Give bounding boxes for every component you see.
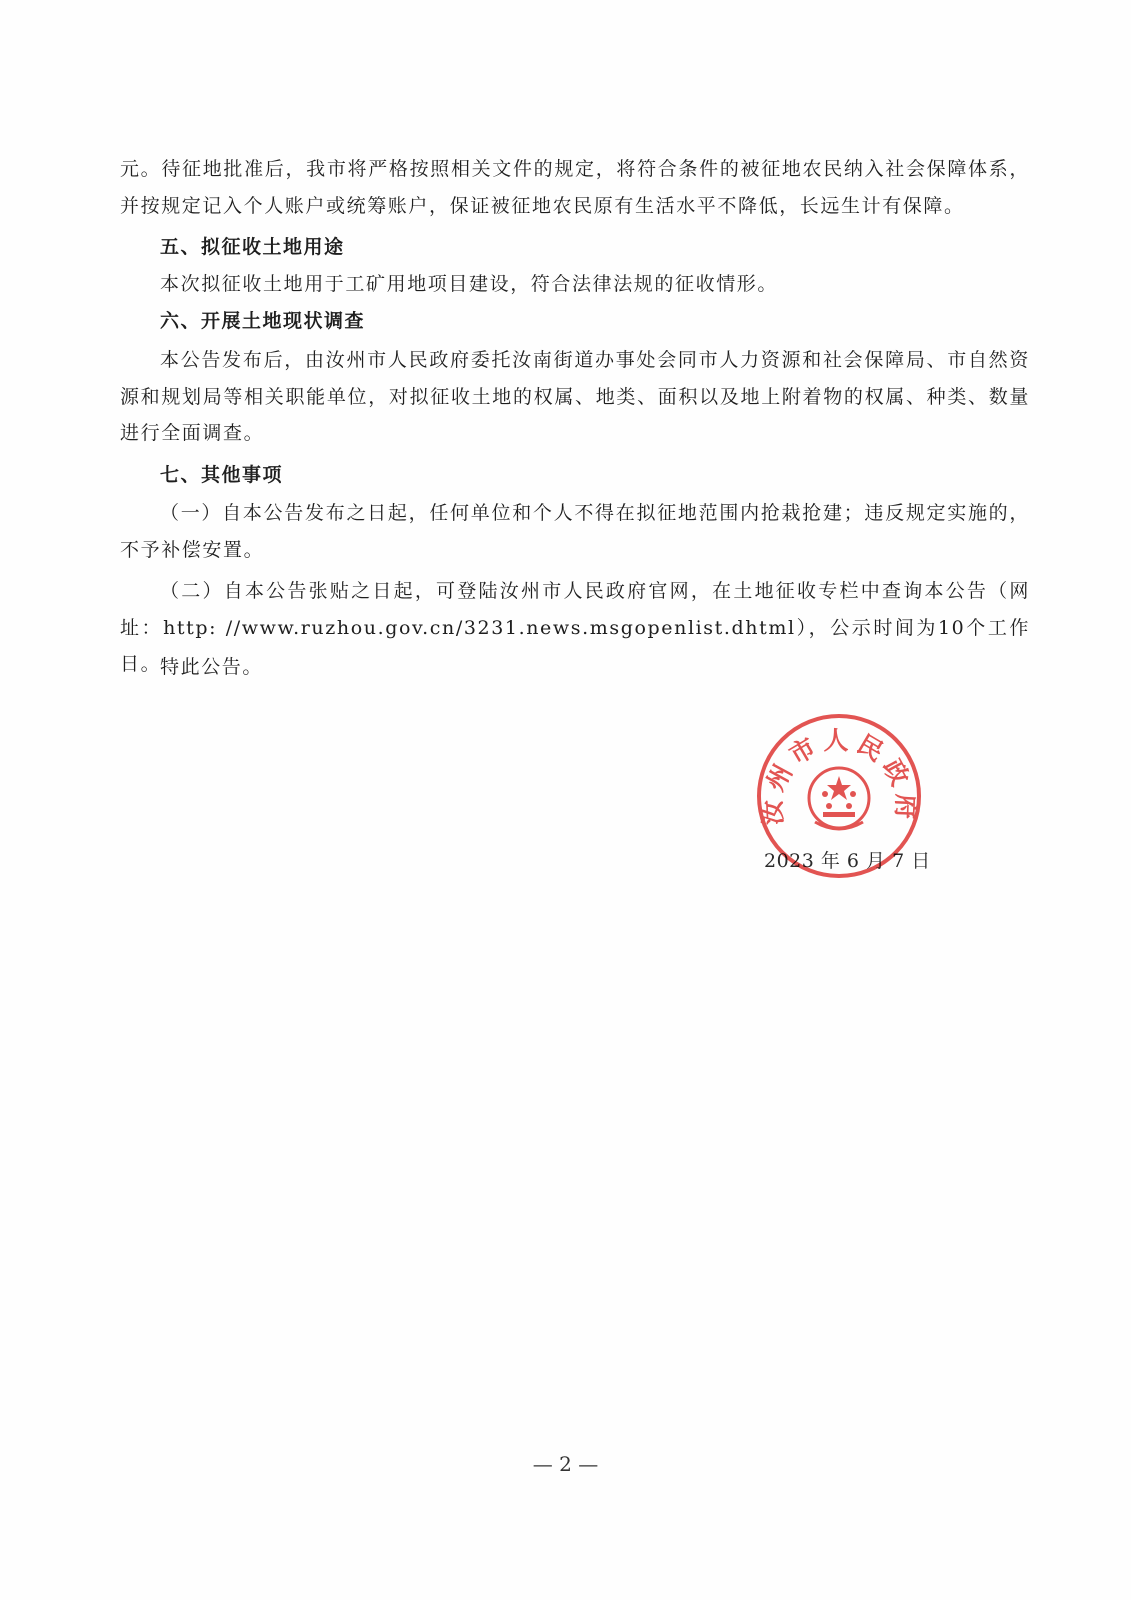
- national-emblem-icon: [809, 768, 869, 829]
- section-heading-5: 五、拟征收土地用途: [160, 236, 345, 258]
- body-paragraph-5: 本次拟征收土地用于工矿用地项目建设，符合法律法规的征收情形。: [160, 273, 779, 295]
- official-seal-stamp: [755, 712, 923, 880]
- svg-text:汝州市人民政府: 汝州市人民政府: [757, 725, 921, 826]
- section-heading-6: 六、开展土地现状调查: [160, 310, 366, 332]
- body-paragraph-intro: 元。待征地批准后，我市将严格按照相关文件的规定，将符合条件的被征地农民纳入社会保障体系，并按规定记入个人账户或统筹账户，保证被征地农民原有生活水平不降低，长远生计有保障。: [120, 158, 1030, 217]
- body-paragraph-7-1: （一）自本公告发布之日起，任何单位和个人不得在拟征地范围内抢栽抢建；违反规定实施的，不予补偿安置。: [120, 502, 1030, 561]
- issue-date: 2023 年 6 月 7 日: [764, 850, 931, 872]
- closing-line: 特此公告。: [160, 656, 264, 678]
- body-paragraph-6: 本公告发布后，由汝州市人民政府委托汝南街道办事处会同市人力资源和社会保障局、市自然资源和规划局等相关职能单位，对拟征收土地的权属、地类、面积以及地上附着物的权属、种类、数量进行全面调查。: [120, 349, 1030, 444]
- body-paragraph-7-2: （二）自本公告张贴之日起，可登陆汝州市人民政府官网，在土地征收专栏中查询本公告（网址：http: //www.ruzhou.gov.cn/3231.news.msgopenlist.dhtml），公示时间为10个工作日。: [120, 580, 1030, 675]
- page-number: — 2 —: [532, 1452, 599, 1476]
- section-heading-7: 七、其他事项: [160, 464, 284, 486]
